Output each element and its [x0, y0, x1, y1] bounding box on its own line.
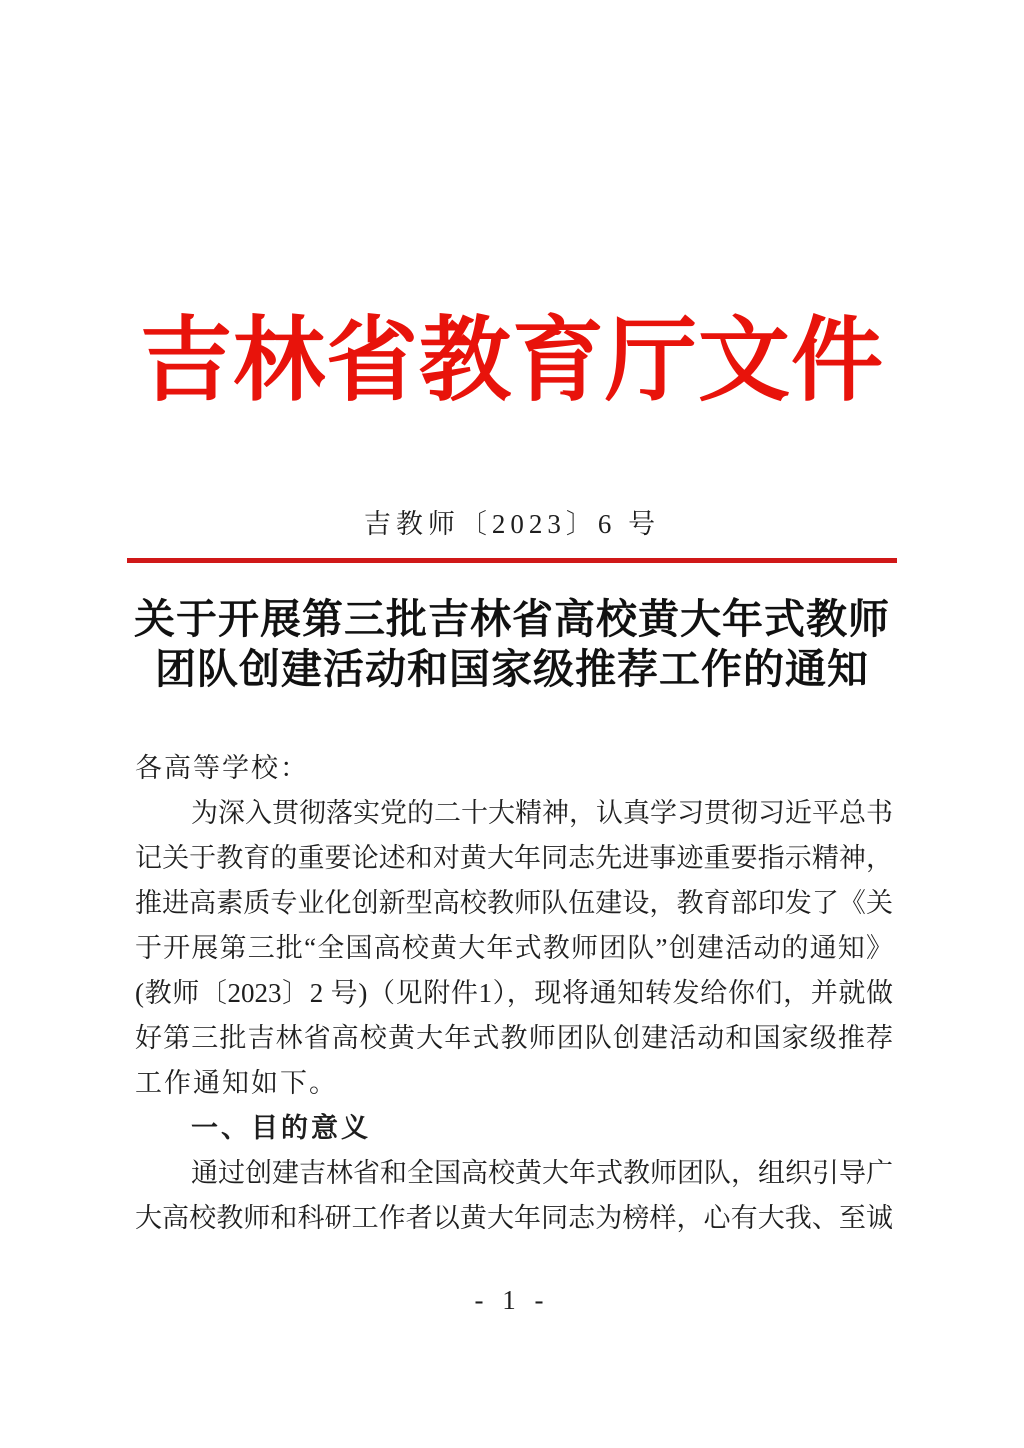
body-line: 工作通知如下。	[135, 1068, 338, 1098]
body-line: (教师〔2023〕2 号)（见附件1），现将通知转发给你们，并就做	[135, 978, 893, 1008]
body-line: 推进高素质专业化创新型高校教师队伍建设，教育部印发了《关	[135, 888, 893, 918]
section-heading: 一、目的意义	[191, 1113, 371, 1143]
page-number: - 1 -	[474, 1285, 550, 1315]
body-line: 于开展第三批“全国高校黄大年式教师团队”创建活动的通知》	[135, 933, 893, 963]
red-separator-line	[127, 558, 897, 563]
document-body	[135, 746, 893, 1241]
document-title-line2: 团队创建活动和国家级推荐工作的通知	[155, 646, 869, 692]
body-line: 通过创建吉林省和全国高校黄大年式教师团队，组织引导广	[191, 1158, 893, 1188]
body-line: 各高等学校：	[135, 753, 309, 783]
document-number: 吉教师〔2023〕6 号	[363, 509, 661, 539]
agency-header-title: 吉林省教育厅文件	[139, 310, 884, 412]
document-title	[0, 594, 1024, 694]
body-line: 大高校教师和科研工作者以黄大年同志为榜样，心有大我、至诚	[135, 1203, 893, 1233]
body-line: 好第三批吉林省高校黄大年式教师团队创建活动和国家级推荐	[135, 1023, 893, 1053]
body-line: 为深入贯彻落实党的二十大精神，认真学习贯彻习近平总书	[191, 798, 893, 828]
body-line: 记关于教育的重要论述和对黄大年同志先进事迹重要指示精神，	[135, 843, 893, 873]
document-title-line1: 关于开展第三批吉林省高校黄大年式教师	[134, 596, 890, 642]
